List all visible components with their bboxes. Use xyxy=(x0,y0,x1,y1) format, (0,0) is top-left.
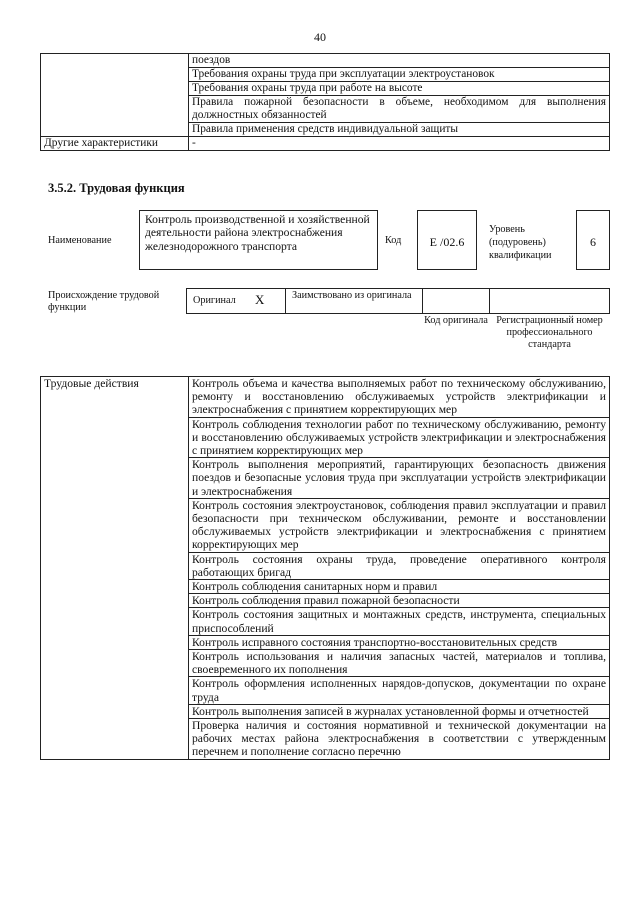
name-value: Контроль производственной и хозяйственной деятельности района электроснабжения железнодорожного транспорта xyxy=(139,210,378,270)
code-label: Код xyxy=(385,235,402,246)
original-label: Оригинал xyxy=(193,295,236,306)
code-original-label: Код оригинала xyxy=(424,315,488,326)
requirement-cell: Требования охраны труда при эксплуатации электроустановок xyxy=(189,68,610,82)
labor-action-cell: Проверка наличия и состояния нормативной и технической документации на рабочих местах района электроснабжения в соответствии с утвержденным перечнем и пополнение согласно перечню xyxy=(189,719,610,760)
labor-action-cell: Контроль выполнения записей в журналах установленной формы и отчетностей xyxy=(189,704,610,718)
table-row xyxy=(41,377,610,418)
requirement-cell: поездов xyxy=(189,54,610,68)
level-label: Уровень (подуровень) квалификации xyxy=(489,224,552,261)
labor-action-cell: Контроль состояния охраны труда, проведение оперативного контроля работающих бригад xyxy=(189,552,610,579)
continuation-table xyxy=(40,53,610,151)
labor-action-cell: Контроль соблюдения правил пожарной безопасности xyxy=(189,594,610,608)
other-label-cell: Другие характеристики xyxy=(41,137,189,151)
code-value: Е /02.6 xyxy=(417,210,477,270)
labor-action-cell: Контроль состояния защитных и монтажных средств, инструмента, специальных приспособлений xyxy=(189,608,610,635)
labor-action-cell: Контроль соблюдения санитарных норм и правил xyxy=(189,580,610,594)
page-number: 40 xyxy=(314,30,326,44)
labor-action-cell: Контроль исправного состояния транспортно-восстановительных средств xyxy=(189,635,610,649)
reg-number-cell xyxy=(489,288,610,314)
labor-actions-table xyxy=(40,376,610,760)
empty-label-cell xyxy=(41,54,189,137)
requirement-cell: Правила применения средств индивидуальной защиты xyxy=(189,123,610,137)
other-value-cell: - xyxy=(189,137,610,151)
section-heading: 3.5.2. Трудовая функция xyxy=(48,181,185,195)
labor-action-cell: Контроль соблюдения технологии работ по техническому обслуживанию, ремонту и восстановлению обслуживаемых устройств электрификации и электроснабжения с принятием корректирующих мер xyxy=(189,417,610,458)
requirement-cell: Требования охраны труда при работе на высоте xyxy=(189,82,610,96)
origin-label: Происхождение трудовой функции xyxy=(48,290,160,313)
labor-action-cell: Контроль оформления исполненных нарядов-допусков, документации по охране труда xyxy=(189,677,610,704)
table-row xyxy=(41,54,610,68)
name-label: Наименование xyxy=(48,235,112,246)
code-original-cell xyxy=(422,288,490,314)
labor-action-cell: Контроль использования и наличия запасных частей, материалов и топлива, своевременного их пополнения xyxy=(189,650,610,677)
labor-actions-label: Трудовые действия xyxy=(41,377,189,760)
borrowed-cell: Заимствовано из оригинала xyxy=(285,288,423,314)
original-cell xyxy=(186,288,286,314)
labor-action-cell: Контроль состояния электроустановок, соблюдения правил эксплуатации и правил безопасности при техническом обслуживании, ремонте и восстановлении обслуживаемых устройств электрификации и электроснабжения с принятием корректирующих мер xyxy=(189,498,610,552)
reg-number-label: Регистрационный номер профессионального стандарта xyxy=(496,315,603,350)
labor-action-cell: Контроль выполнения мероприятий, гарантирующих безопасность движения поездов и безопасные условия труда при эксплуатации устройств электрификации и электроснабжения xyxy=(189,458,610,499)
original-mark: X xyxy=(255,292,265,307)
table-row xyxy=(41,137,610,151)
labor-action-cell: Контроль объема и качества выполняемых работ по техническому обслуживанию, ремонту и восстановлению обслуживаемых устройств электрификации и электроснабжения с принятием корректирующих мер xyxy=(189,377,610,418)
requirement-cell: Правила пожарной безопасности в объеме, необходимом для выполнения должностных обязанностей xyxy=(189,96,610,123)
level-value: 6 xyxy=(576,210,610,270)
